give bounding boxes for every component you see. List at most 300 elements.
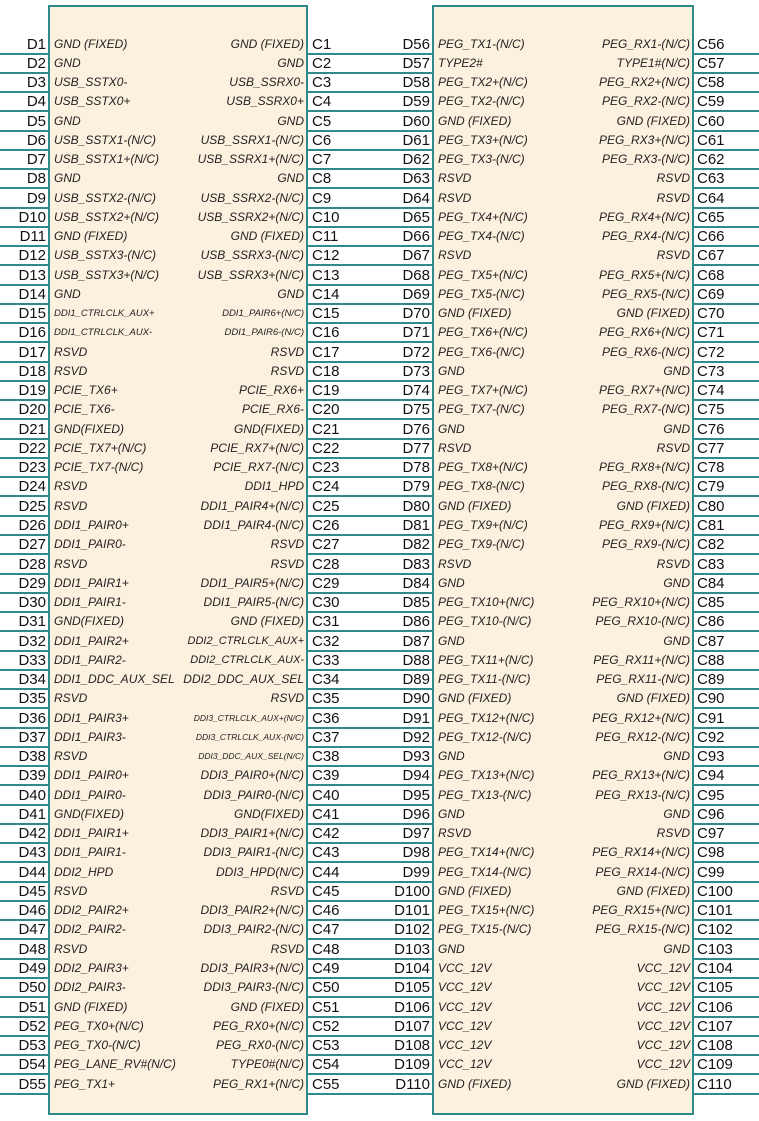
signal-right: PEG_RX3-(N/C) [601, 152, 690, 167]
pin-number-d: D96 [402, 805, 430, 823]
pin-number-d: D29 [18, 574, 46, 592]
pin-number-d: D6 [26, 131, 46, 149]
pin-number-c: C1 [312, 35, 332, 53]
signal-right: GND [663, 575, 690, 590]
pin-number-d: D40 [18, 786, 46, 804]
signal-left: VCC_12V [438, 980, 492, 995]
signal-left: GND(FIXED) [54, 614, 124, 629]
pin-number-c: C19 [312, 382, 340, 400]
signal-left: VCC_12V [438, 999, 492, 1014]
signal-right: PCIE_RX7+(N/C) [210, 440, 304, 455]
pin-row [0, 882, 759, 901]
pin-number-d: D24 [18, 478, 46, 496]
signal-left: GND [54, 113, 81, 128]
signal-left: RSVD [54, 749, 88, 764]
pin-number-c: C58 [697, 74, 725, 92]
signal-left: DDI1_PAIR1+ [54, 826, 129, 841]
signal-right: RSVD [270, 883, 304, 898]
pin-number-c: C63 [697, 170, 725, 188]
pin-number-d: D74 [402, 382, 430, 400]
signal-left: DDI1_PAIR0- [54, 537, 126, 552]
pin-number-c: C44 [312, 863, 340, 881]
signal-right: RSVD [270, 344, 304, 359]
signal-left: GND [54, 171, 81, 186]
pin-number-c: C36 [312, 709, 340, 727]
signal-left: GND [54, 286, 81, 301]
signal-right: DDI1_PAIR4+(N/C) [200, 498, 304, 513]
signal-right: USB_SSRX1+(N/C) [197, 152, 304, 167]
pin-number-c: C64 [697, 189, 725, 207]
pin-number-d: D28 [18, 555, 46, 573]
pin-row [0, 940, 759, 959]
signal-left: GND [438, 363, 465, 378]
pin-row [0, 766, 759, 785]
pin-number-c: C16 [312, 324, 340, 342]
pin-number-d: D89 [402, 671, 430, 689]
pin-number-c: C12 [312, 247, 340, 265]
signal-left: DDI2_PAIR3+ [54, 960, 129, 975]
pin-number-c: C65 [697, 208, 725, 226]
signal-right: DDI1_PAIR6+(N/C) [222, 308, 304, 320]
signal-right: GND (FIXED) [616, 691, 690, 706]
pin-row [0, 709, 759, 728]
signal-right: RSVD [270, 363, 304, 378]
pin-row [0, 574, 759, 593]
pin-number-c: C25 [312, 497, 340, 515]
signal-left: PEG_TX0+(N/C) [54, 1018, 144, 1033]
pin-number-d: D56 [402, 35, 430, 53]
pin-number-d: D7 [26, 151, 46, 169]
signal-right: GND [663, 421, 690, 436]
signal-left: USB_SSTX1-(N/C) [54, 132, 157, 147]
signal-right: PEG_RX10-(N/C) [595, 614, 690, 629]
signal-left: USB_SSTX3-(N/C) [54, 248, 157, 263]
pin-number-d: D36 [18, 709, 46, 727]
signal-right: PCIE_RX6+ [238, 383, 304, 398]
pin-number-d: D12 [18, 247, 46, 265]
signal-right: PEG_RX0-(N/C) [215, 1038, 304, 1053]
pin-row [0, 593, 759, 612]
signal-right: GND [663, 749, 690, 764]
signal-left: PEG_TX15+(N/C) [438, 903, 535, 918]
pin-row [0, 1055, 759, 1074]
pin-number-d: D55 [18, 1075, 46, 1093]
pin-number-d: D69 [402, 285, 430, 303]
pin-row [0, 535, 759, 554]
signal-left: PCIE_TX6- [54, 402, 115, 417]
pin-number-d: D78 [402, 459, 430, 477]
pin-number-c: C93 [697, 748, 725, 766]
signal-right: RSVD [656, 190, 690, 205]
pin-number-c: C54 [312, 1056, 340, 1074]
signal-right: PCIE_RX6- [241, 402, 304, 417]
signal-left: RSVD [438, 826, 472, 841]
pin-number-d: D70 [402, 305, 430, 323]
pin-number-c: C32 [312, 632, 340, 650]
pin-number-d: D84 [402, 574, 430, 592]
pin-number-d: D104 [394, 959, 430, 977]
pin-number-d: D63 [402, 170, 430, 188]
pin-row [0, 843, 759, 862]
signal-left: RSVD [438, 190, 472, 205]
signal-left: DDI1_PAIR3- [54, 729, 126, 744]
pin-number-c: C40 [312, 786, 340, 804]
signal-left: GND [438, 941, 465, 956]
signal-left: PEG_TX3-(N/C) [438, 152, 525, 167]
signal-right: GND [663, 363, 690, 378]
pin-number-c: C79 [697, 478, 725, 496]
pin-row [0, 323, 759, 342]
signal-left: DDI2_PAIR2+ [54, 903, 129, 918]
pin-number-d: D64 [402, 189, 430, 207]
pin-number-c: C53 [312, 1037, 340, 1055]
signal-left: USB_SSTX2-(N/C) [54, 190, 157, 205]
signal-left: PEG_TX9-(N/C) [438, 537, 525, 552]
pin-row [0, 285, 759, 304]
pin-number-d: D82 [402, 536, 430, 554]
signal-right: VCC_12V [636, 1018, 690, 1033]
signal-right: PEG_RX15-(N/C) [595, 922, 690, 937]
signal-left: PEG_TX2-(N/C) [438, 94, 525, 109]
pin-number-d: D46 [18, 902, 46, 920]
signal-right: PEG_RX2+(N/C) [598, 75, 690, 90]
pin-number-c: C59 [697, 93, 725, 111]
pin-number-c: C73 [697, 362, 725, 380]
signal-left: PEG_TX13+(N/C) [438, 768, 535, 783]
pin-number-d: D3 [26, 74, 46, 92]
signal-left: PEG_TX7-(N/C) [438, 402, 525, 417]
pin-row [0, 555, 759, 574]
pin-number-d: D93 [402, 748, 430, 766]
pin-number-d: D2 [26, 54, 46, 72]
signal-left: USB_SSTX0+ [54, 94, 131, 109]
pin-number-d: D98 [402, 844, 430, 862]
pin-number-d: D18 [18, 362, 46, 380]
pin-number-d: D76 [402, 420, 430, 438]
pin-number-c: C66 [697, 228, 725, 246]
signal-left: USB_SSTX3+(N/C) [54, 267, 160, 282]
pin-number-d: D86 [402, 613, 430, 631]
signal-right: GND [663, 806, 690, 821]
pin-number-c: C8 [312, 170, 332, 188]
signal-left: PEG_TX2+(N/C) [438, 75, 528, 90]
signal-right: PCIE_RX7-(N/C) [213, 460, 304, 475]
pin-row [0, 901, 759, 920]
signal-left: GND (FIXED) [54, 229, 128, 244]
signal-right: RSVD [656, 556, 690, 571]
pin-number-d: D23 [18, 459, 46, 477]
signal-left: DDI1_PAIR2+ [54, 633, 129, 648]
pin-row [0, 169, 759, 188]
signal-left: PEG_TX10-(N/C) [438, 614, 532, 629]
pin-number-d: D109 [394, 1056, 430, 1074]
pin-number-d: D59 [402, 93, 430, 111]
signal-right: PEG_RX4-(N/C) [601, 229, 690, 244]
pin-row [0, 747, 759, 766]
signal-right: DDI3_PAIR2+(N/C) [200, 903, 304, 918]
signal-right: PEG_RX9-(N/C) [601, 537, 690, 552]
pin-number-d: D50 [18, 979, 46, 997]
pin-row [0, 189, 759, 208]
signal-right: GND (FIXED) [616, 306, 690, 321]
pin-number-c: C97 [697, 825, 725, 843]
pin-number-c: C100 [697, 882, 733, 900]
pin-number-c: C86 [697, 613, 725, 631]
signal-right: PEG_RX1+(N/C) [212, 1076, 304, 1091]
pin-number-c: C76 [697, 420, 725, 438]
pin-number-c: C95 [697, 786, 725, 804]
signal-left: GND (FIXED) [54, 36, 128, 51]
signal-right: DDI3_PAIR2-(N/C) [203, 922, 304, 937]
signal-right: DDI3_PAIR3-(N/C) [203, 980, 304, 995]
pin-number-c: C15 [312, 305, 340, 323]
pin-number-d: D34 [18, 671, 46, 689]
signal-left: PEG_TX1-(N/C) [438, 36, 525, 51]
signal-right: VCC_12V [636, 999, 690, 1014]
pin-number-c: C3 [312, 74, 332, 92]
signal-right: RSVD [656, 248, 690, 263]
signal-left: RSVD [54, 479, 88, 494]
pin-number-d: D87 [402, 632, 430, 650]
pin-number-c: C62 [697, 151, 725, 169]
signal-left: DDI2_PAIR3- [54, 980, 126, 995]
signal-left: VCC_12V [438, 960, 492, 975]
signal-right: PEG_RX14-(N/C) [595, 864, 690, 879]
signal-right: GND (FIXED) [616, 1076, 690, 1091]
pin-number-c: C56 [697, 35, 725, 53]
pin-number-c: C106 [697, 998, 733, 1016]
signal-left: GND (FIXED) [438, 306, 512, 321]
pin-number-c: C46 [312, 902, 340, 920]
signal-right: USB_SSRX0+ [226, 94, 304, 109]
signal-right: DDI3_CTRLCLK_AUX-(N/C) [195, 731, 304, 742]
pin-number-c: C103 [697, 940, 733, 958]
pin-row [0, 689, 759, 708]
pin-number-d: D48 [18, 940, 46, 958]
signal-right: DDI3_HPD(N/C) [215, 864, 304, 879]
signal-left: PEG_TX14+(N/C) [438, 845, 535, 860]
pin-number-d: D106 [394, 998, 430, 1016]
pin-number-c: C89 [697, 671, 725, 689]
signal-left: PCIE_TX7-(N/C) [54, 460, 144, 475]
signal-right: DDI3_DDC_AUX_SEL(N/C) [198, 751, 304, 762]
pin-number-d: D79 [402, 478, 430, 496]
pin-row [0, 1017, 759, 1036]
pin-number-d: D105 [394, 979, 430, 997]
pin-number-d: D9 [26, 189, 46, 207]
pin-number-d: D44 [18, 863, 46, 881]
signal-right: PEG_RX4+(N/C) [598, 209, 690, 224]
signal-right: DDI3_PAIR0-(N/C) [203, 787, 304, 802]
signal-right: PEG_RX11-(N/C) [596, 672, 690, 687]
signal-right: PEG_RX15+(N/C) [592, 903, 690, 918]
pin-number-d: D58 [402, 74, 430, 92]
signal-right: GND (FIXED) [230, 999, 304, 1014]
pin-row [0, 920, 759, 939]
pin-number-d: D20 [18, 401, 46, 419]
pin-number-c: C10 [312, 208, 340, 226]
signal-right: VCC_12V [636, 1038, 690, 1053]
signal-left: GND [438, 633, 465, 648]
signal-right: PEG_RX7+(N/C) [598, 383, 690, 398]
signal-left: GND [438, 575, 465, 590]
signal-right: PEG_RX12+(N/C) [592, 710, 690, 725]
signal-left: GND (FIXED) [54, 999, 128, 1014]
signal-right: PEG_RX6-(N/C) [601, 344, 690, 359]
pin-number-c: C55 [312, 1075, 340, 1093]
pin-number-d: D30 [18, 594, 46, 612]
pin-row [0, 150, 759, 169]
pin-row [0, 420, 759, 439]
pin-number-c: C39 [312, 767, 340, 785]
signal-right: GND (FIXED) [616, 883, 690, 898]
signal-left: PEG_TX0-(N/C) [54, 1038, 141, 1053]
pin-number-c: C38 [312, 748, 340, 766]
pin-number-c: C28 [312, 555, 340, 573]
signal-left: VCC_12V [438, 1038, 492, 1053]
pin-number-d: D16 [18, 324, 46, 342]
pin-number-c: C92 [697, 728, 725, 746]
pin-row [0, 805, 759, 824]
pin-number-d: D33 [18, 651, 46, 669]
signal-left: PEG_TX7+(N/C) [438, 383, 528, 398]
pin-number-c: C43 [312, 844, 340, 862]
signal-right: GND (FIXED) [230, 614, 304, 629]
pin-number-c: C34 [312, 671, 340, 689]
pin-number-d: D77 [402, 439, 430, 457]
signal-right: VCC_12V [636, 980, 690, 995]
pin-number-d: D26 [18, 517, 46, 534]
signal-right: RSVD [656, 826, 690, 841]
signal-right: DDI2_CTRLCLK_AUX- [190, 653, 304, 666]
pin-row [0, 304, 759, 323]
pin-row [0, 1036, 759, 1055]
signal-right: DDI2_CTRLCLK_AUX+ [187, 634, 304, 647]
signal-left: PEG_TX15-(N/C) [438, 922, 532, 937]
signal-left: PEG_TX5+(N/C) [438, 267, 528, 282]
pin-number-c: C72 [697, 343, 725, 361]
signal-left: PCIE_TX7+(N/C) [54, 440, 147, 455]
pin-row [0, 863, 759, 882]
pin-number-c: C88 [697, 651, 725, 669]
signal-right: RSVD [270, 691, 304, 706]
pin-number-c: C60 [697, 112, 725, 130]
pin-number-c: C110 [697, 1075, 732, 1093]
pin-row [0, 728, 759, 747]
pin-number-d: D8 [26, 170, 46, 188]
signal-left: DDI2_HPD [54, 864, 114, 879]
signal-right: RSVD [270, 537, 304, 552]
signal-left: RSVD [54, 883, 88, 898]
pin-number-c: C75 [697, 401, 725, 419]
pin-number-c: C102 [697, 921, 733, 939]
pin-number-d: D25 [18, 497, 46, 515]
pin-number-d: D60 [402, 112, 430, 130]
signal-left: DDI1_PAIR3+ [54, 710, 129, 725]
signal-left: GND (FIXED) [438, 691, 512, 706]
pin-number-d: D51 [18, 998, 46, 1016]
signal-left: USB_SSTX0- [54, 75, 128, 90]
pin-number-c: C87 [697, 632, 725, 650]
pin-number-d: D4 [26, 93, 46, 111]
signal-left: DDI1_DDC_AUX_SEL [54, 672, 175, 687]
pin-number-c: C11 [312, 228, 339, 246]
pin-row [0, 670, 759, 689]
pin-number-c: C70 [697, 305, 725, 323]
signal-right: DDI3_PAIR0+(N/C) [200, 768, 304, 783]
signal-right: PEG_RX14+(N/C) [592, 845, 690, 860]
pin-number-d: D32 [18, 632, 46, 650]
pin-row [0, 439, 759, 458]
signal-left: PEG_TX6-(N/C) [438, 344, 525, 359]
signal-left: PEG_TX4-(N/C) [438, 229, 525, 244]
pin-number-c: C74 [697, 382, 725, 400]
signal-left: GND [438, 421, 465, 436]
pin-row [0, 266, 759, 285]
signal-left: PEG_TX8-(N/C) [438, 479, 525, 494]
pin-number-d: D54 [18, 1056, 46, 1074]
pin-number-d: D5 [26, 112, 46, 130]
signal-left: USB_SSTX1+(N/C) [54, 152, 160, 167]
pin-number-d: D81 [402, 517, 430, 534]
pin-row [0, 35, 759, 54]
pin-number-c: C13 [312, 266, 340, 284]
pin-number-d: D66 [402, 228, 430, 246]
pin-number-c: C96 [697, 805, 725, 823]
signal-left: PEG_LANE_RV#(N/C) [54, 1057, 176, 1072]
signal-left: DDI1_CTRLCLK_AUX+ [54, 308, 155, 320]
signal-left: DDI1_PAIR0- [54, 787, 126, 802]
signal-left: RSVD [54, 498, 88, 513]
signal-left: GND (FIXED) [438, 113, 512, 128]
signal-right: USB_SSRX2-(N/C) [200, 190, 304, 205]
signal-left: PEG_TX13-(N/C) [438, 787, 532, 802]
pin-number-c: C47 [312, 921, 340, 939]
pin-number-d: D73 [402, 362, 430, 380]
signal-right: GND [277, 171, 304, 186]
pin-number-c: C14 [312, 285, 340, 303]
pin-number-c: C80 [697, 497, 725, 515]
pin-number-c: C51 [312, 998, 340, 1016]
pin-number-d: D72 [402, 343, 430, 361]
signal-right: GND (FIXED) [616, 498, 690, 513]
pin-row [0, 632, 759, 651]
pin-row [0, 786, 759, 805]
signal-left: DDI1_PAIR1- [54, 845, 126, 860]
signal-left: DDI1_PAIR2- [54, 652, 126, 667]
signal-left: PEG_TX9+(N/C) [438, 518, 528, 532]
signal-left: GND [54, 55, 81, 70]
signal-left: RSVD [54, 941, 88, 956]
pin-row [0, 400, 759, 419]
pin-number-c: C29 [312, 574, 340, 592]
pin-number-d: D45 [18, 882, 46, 900]
signal-left: GND (FIXED) [438, 1076, 512, 1091]
signal-left: RSVD [438, 171, 472, 186]
pin-number-d: D95 [402, 786, 430, 804]
signal-right: GND(FIXED) [234, 806, 304, 821]
pin-row [0, 227, 759, 246]
signal-left: PEG_TX8+(N/C) [438, 460, 528, 475]
signal-left: VCC_12V [438, 1057, 492, 1072]
pin-number-c: C90 [697, 690, 725, 708]
pin-number-d: D49 [18, 959, 46, 977]
pin-number-c: C21 [312, 420, 340, 438]
pin-row [0, 381, 759, 400]
pin-number-d: D52 [18, 1017, 46, 1035]
signal-right: USB_SSRX3+(N/C) [197, 267, 304, 282]
pin-number-c: C18 [312, 362, 340, 380]
